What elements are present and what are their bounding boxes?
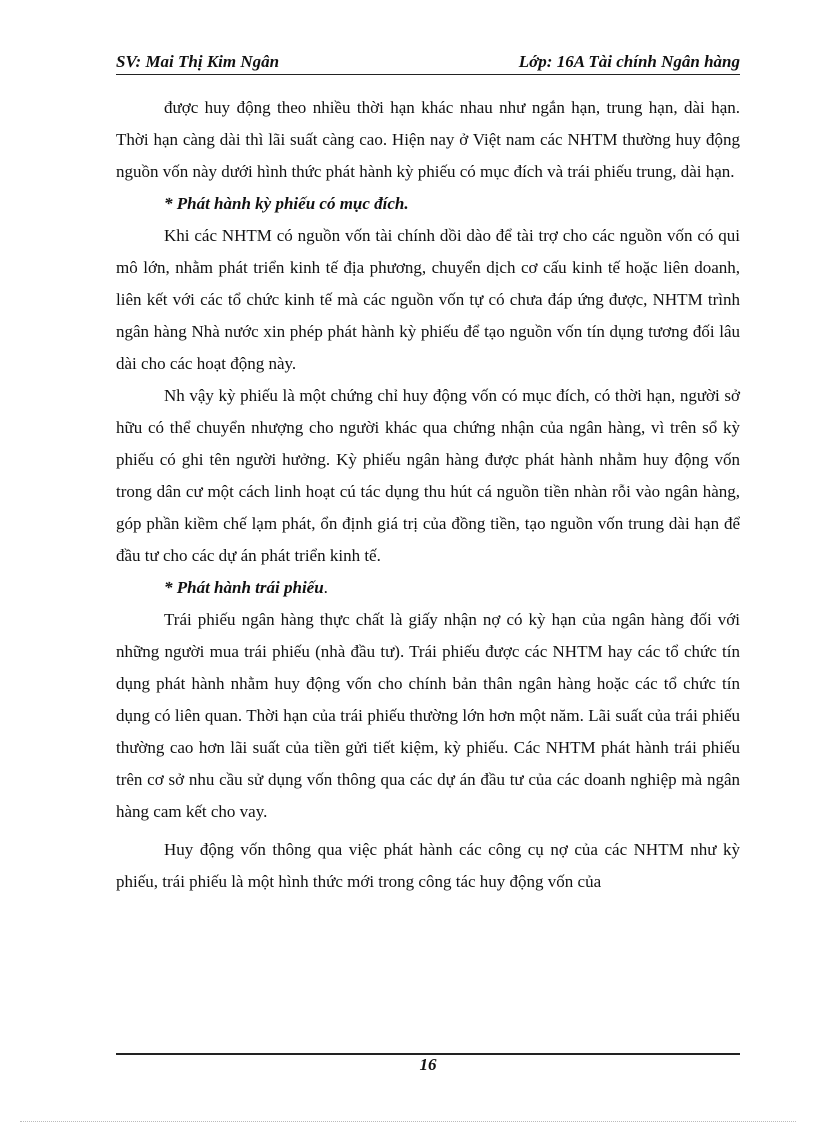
section-heading-bonds [116, 572, 740, 604]
paragraph-1: được huy động theo nhiều thời hạn khác nhau như ngắn hạn, trung hạn, dài hạn. Thời hạn càng dài thì lãi suất càng cao. Hiện nay ở Việt nam các NHTM thường huy động nguồn vốn này dưới hình thức phát hành kỳ phiếu có mục đích và trái phiếu trung, dài hạn. [116, 98, 740, 181]
header-divider [116, 74, 740, 75]
student-name: SV: Mai Thị Kim Ngân [116, 52, 280, 71]
page-number: 16 [419, 1055, 437, 1074]
section-heading-bonds-text: * Phát hành trái phiếu [164, 578, 324, 597]
paragraph-2: Khi các NHTM có nguồn vốn tài chính dồi dào để tài trợ cho các nguồn vốn có qui mô lớn, nhằm phát triển kinh tế địa phương, chuyển dịch cơ cấu kinh tế hoặc liên doanh, liên kết với các tổ chức kinh tế mà các nguồn vốn tự có chưa đáp ứng được, NHTM trình ngân hàng Nhà nước xin phép phát hành kỳ phiếu để tạo nguồn vốn tín dụng tương đối lâu dài cho các hoạt động này. [116, 226, 740, 373]
paragraph-5: Huy động vốn thông qua việc phát hành các công cụ nợ của các NHTM như kỳ phiếu, trái phiếu là một hình thức mới trong công tác huy động vốn của [116, 840, 740, 891]
page-edge-dotted-line [20, 1121, 796, 1122]
paragraph-4: Trái phiếu ngân hàng thực chất là giấy nhận nợ có kỳ hạn của ngân hàng đối với những người mua trái phiếu (nhà đầu tư). Trái phiếu được các NHTM hay các tổ chức tín dụng phát hành nhằm huy động vốn cho chính bản thân ngân hàng hoặc các tổ chức tín dụng có liên quan. Thời hạn của trái phiếu thường lớn hơn một năm. Lãi suất của trái phiếu thường cao hơn lãi suất của tiền gửi tiết kiệm, kỳ phiếu. Các NHTM phát hành trái phiếu trên cơ sở nhu cầu sử dụng vốn thông qua các dự án đầu tư của các doanh nghiệp mà ngân hàng cam kết cho vay. [116, 610, 740, 821]
section-heading-bonds-period: . [323, 578, 328, 597]
document-body [116, 92, 740, 898]
paragraph-3: Nh vậy kỳ phiếu là một chứng chỉ huy động vốn có mục đích, có thời hạn, người sở hữu có thể chuyển nhượng cho người khác qua chứng nhận của ngân hàng, vì trên sổ kỳ phiếu có ghi tên người hưởng. Kỳ phiếu ngân hàng được phát hành nhằm huy động vốn trong dân cư một cách linh hoạt cú tác dụng thu hút cá nguồn tiền nhàn rỗi vào ngân hàng, góp phần kiềm chế lạm phát, ổn định giá trị của đồng tiền, tạo nguồn vốn trung dài hạn để đầu tư cho các dự án phát triển kinh tế. [116, 386, 740, 565]
class-name: Lớp: 16A Tài chính Ngân hàng [518, 52, 740, 71]
section-heading-promissory-notes: * Phát hành kỳ phiếu có mục đích. [164, 194, 409, 213]
page-header [116, 50, 740, 72]
